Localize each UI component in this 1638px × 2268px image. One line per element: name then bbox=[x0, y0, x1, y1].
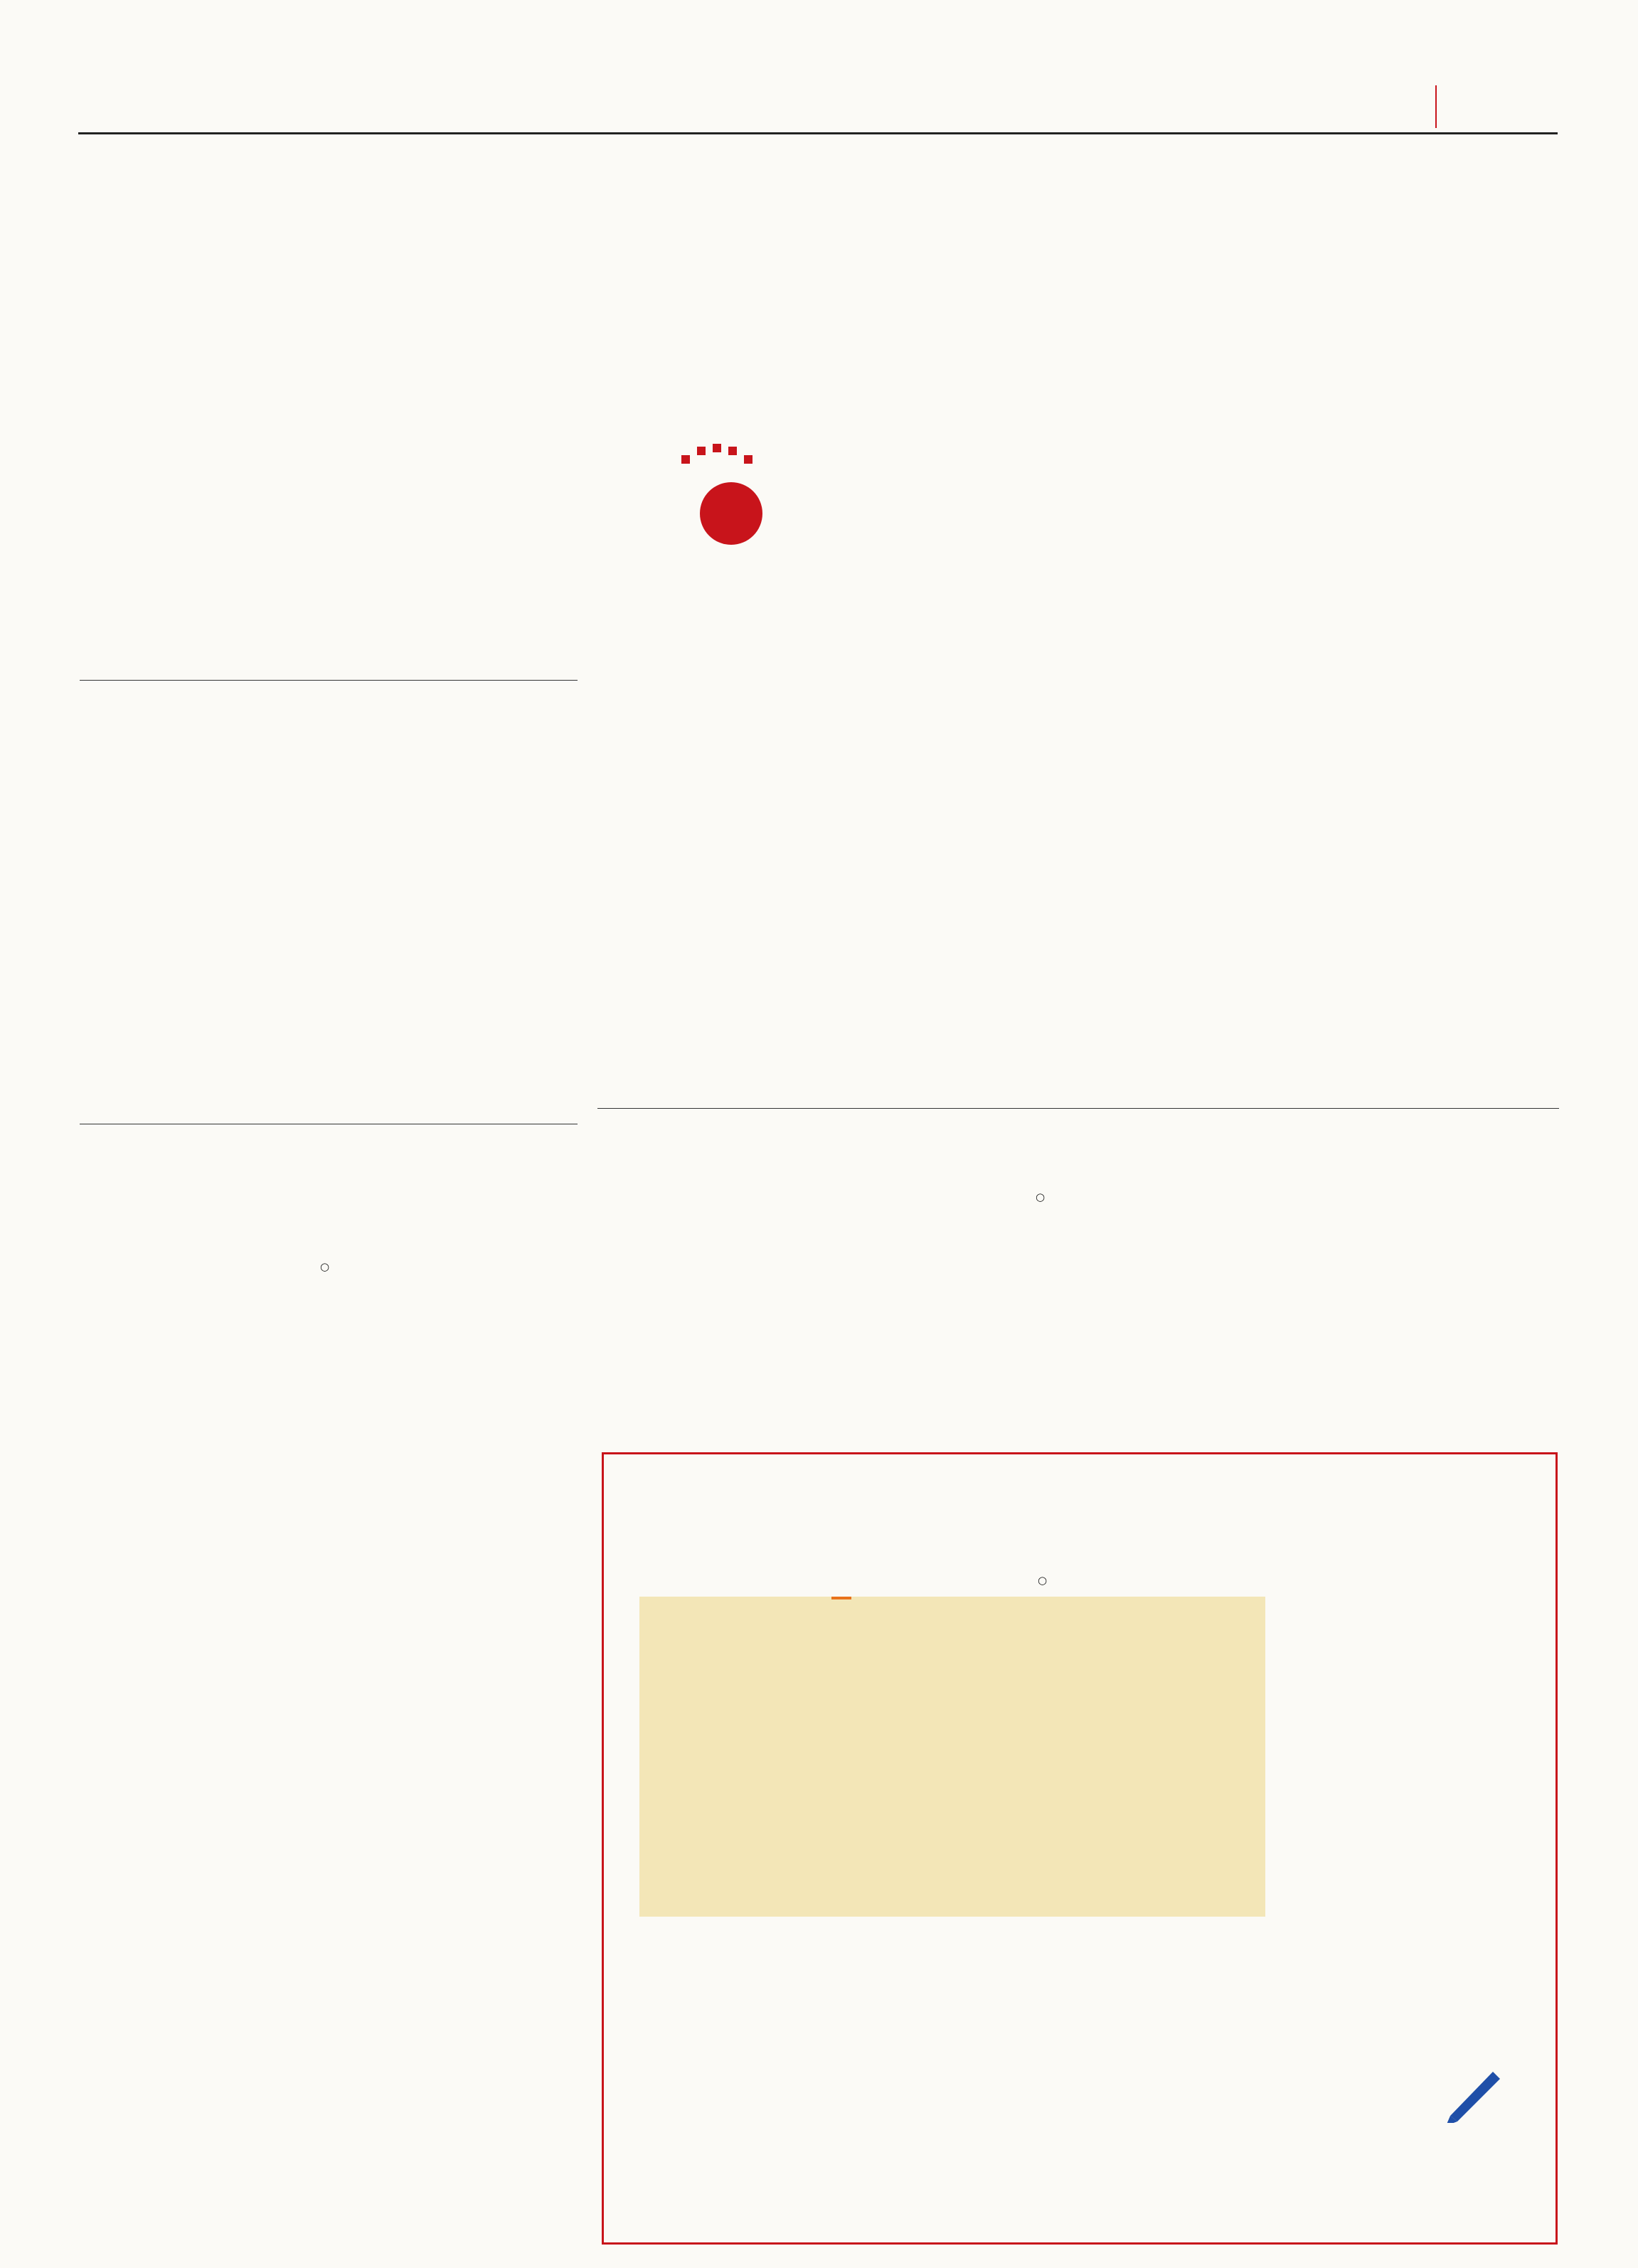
intro-spacer bbox=[639, 1597, 926, 1931]
editorial-body bbox=[597, 407, 1559, 1030]
article-body bbox=[108, 1283, 578, 2257]
article-fishing-festival bbox=[602, 2256, 1558, 2266]
logo-spacer bbox=[597, 407, 826, 572]
article-body bbox=[610, 1212, 1559, 1425]
byline bbox=[1036, 1191, 1048, 1203]
article-rural-health bbox=[80, 683, 578, 1117]
pen-icon bbox=[1443, 2066, 1507, 2123]
divider bbox=[80, 680, 578, 681]
article-work-style bbox=[80, 1138, 578, 2262]
editorial-tibet bbox=[597, 142, 1559, 1102]
column-brand bbox=[1322, 2066, 1507, 2130]
header-divider bbox=[1435, 85, 1437, 128]
byline bbox=[1038, 1574, 1050, 1587]
article-medical-youth bbox=[80, 175, 578, 673]
article-medical-science bbox=[597, 1117, 1559, 1430]
article-body bbox=[122, 282, 578, 671]
divider bbox=[597, 1108, 1559, 1109]
header bbox=[0, 0, 1638, 135]
article-public-toilet bbox=[602, 1452, 1558, 2245]
byline bbox=[320, 1260, 332, 1273]
article-body bbox=[122, 767, 578, 1114]
header-rule bbox=[78, 132, 1558, 134]
